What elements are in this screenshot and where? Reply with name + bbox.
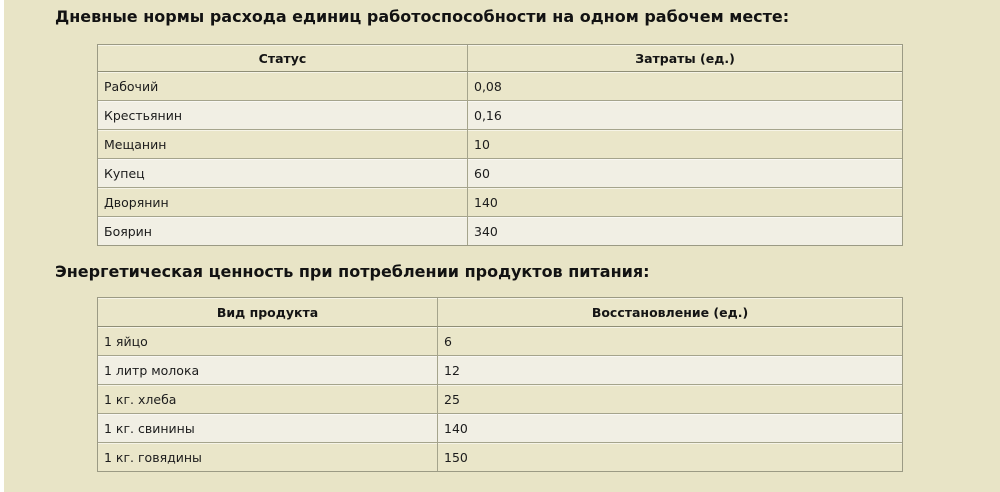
row-value-cell: 340 <box>468 216 902 245</box>
column-header: Восстановление (ед.) <box>438 298 902 327</box>
row-value-cell: 6 <box>438 327 902 355</box>
table-header <box>98 45 902 72</box>
row-label-cell: Дворянин <box>98 187 468 216</box>
table-body <box>98 327 902 471</box>
row-value-cell: 140 <box>468 187 902 216</box>
table-row <box>98 327 902 355</box>
table-row <box>98 158 902 187</box>
row-value-cell: 150 <box>438 442 902 471</box>
table-row <box>98 442 902 471</box>
row-label-cell: Боярин <box>98 216 468 245</box>
row-label-cell: 1 литр молока <box>98 355 438 384</box>
table-row <box>98 187 902 216</box>
status-costs-table <box>97 44 903 246</box>
table-row <box>98 355 902 384</box>
row-label-cell: Рабочий <box>98 72 468 100</box>
row-value-cell: 12 <box>438 355 902 384</box>
section-title-work-costs: Дневные нормы расхода единиц работоспособности на одном рабочем месте: <box>55 7 790 26</box>
row-value-cell: 0,08 <box>468 72 902 100</box>
row-value-cell: 60 <box>468 158 902 187</box>
column-header: Затраты (ед.) <box>468 45 902 72</box>
table-row <box>98 413 902 442</box>
table-row <box>98 216 902 245</box>
header-row <box>98 298 902 327</box>
table-row <box>98 384 902 413</box>
row-label-cell: 1 яйцо <box>98 327 438 355</box>
row-label-cell: Купец <box>98 158 468 187</box>
page-left-edge <box>0 0 4 492</box>
table-header <box>98 298 902 327</box>
row-label-cell: Мещанин <box>98 129 468 158</box>
table-body <box>98 72 902 245</box>
header-row <box>98 45 902 72</box>
row-label-cell: 1 кг. хлеба <box>98 384 438 413</box>
food-energy-table <box>97 297 903 472</box>
table-row <box>98 129 902 158</box>
row-label-cell: Крестьянин <box>98 100 468 129</box>
column-header: Вид продукта <box>98 298 438 327</box>
row-value-cell: 10 <box>468 129 902 158</box>
row-value-cell: 0,16 <box>468 100 902 129</box>
column-header: Статус <box>98 45 468 72</box>
section-title-food-energy: Энергетическая ценность при потреблении продуктов питания: <box>55 262 650 281</box>
table-row <box>98 100 902 129</box>
row-value-cell: 25 <box>438 384 902 413</box>
row-label-cell: 1 кг. говядины <box>98 442 438 471</box>
row-value-cell: 140 <box>438 413 902 442</box>
table-row <box>98 72 902 100</box>
row-label-cell: 1 кг. свинины <box>98 413 438 442</box>
